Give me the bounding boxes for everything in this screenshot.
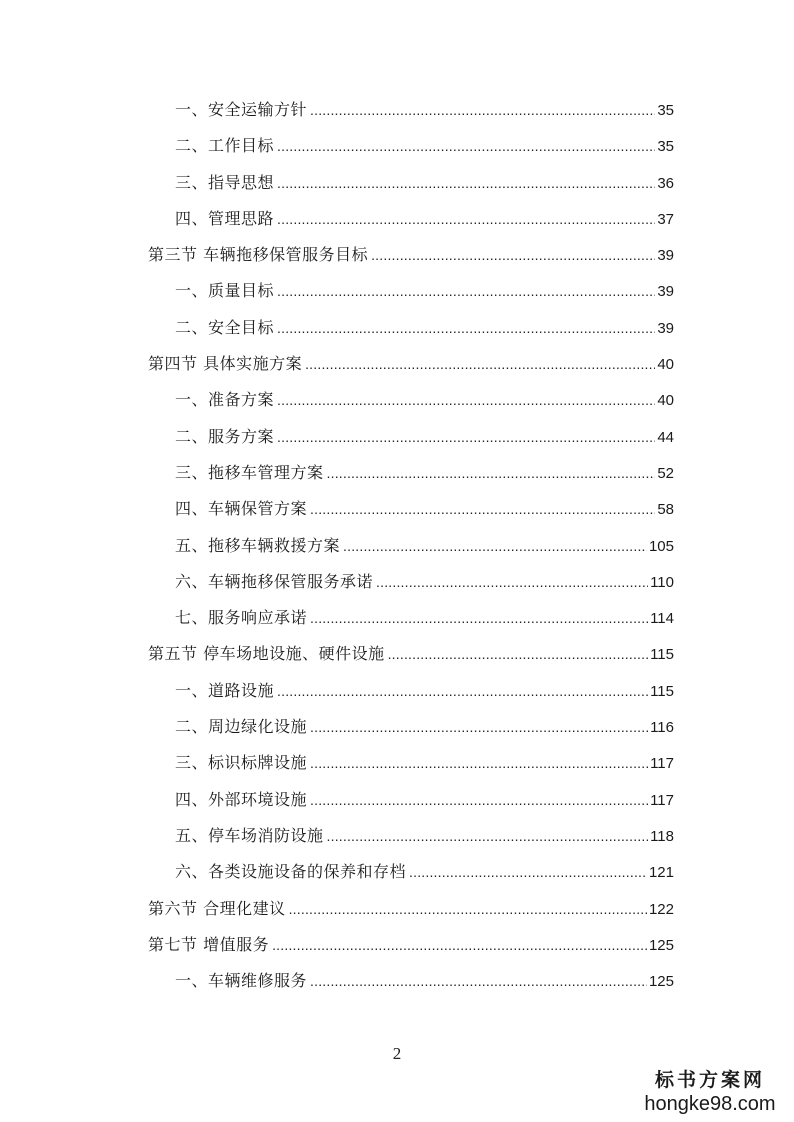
toc-dot-leader (310, 711, 648, 743)
toc-entry-title: 六、车辆拖移保管服务承诺 (175, 571, 374, 591)
toc-subsection-entry[interactable] (148, 130, 674, 166)
toc-entry-title: 二、服务方案 (175, 426, 275, 446)
table-of-contents (148, 94, 674, 1001)
toc-section-entry[interactable] (148, 638, 674, 674)
toc-dot-leader (310, 602, 648, 634)
toc-section-entry[interactable] (148, 239, 674, 275)
toc-entry-page-number: 110 (650, 573, 674, 591)
toc-dot-leader (327, 457, 656, 489)
toc-entry-title: 七、服务响应承诺 (175, 608, 308, 628)
toc-subsection-entry[interactable] (148, 856, 674, 892)
toc-dot-leader (277, 130, 655, 162)
toc-entry-page-number: 35 (657, 102, 674, 119)
toc-entry-page-number: 39 (657, 319, 674, 337)
toc-entry-page-number: 35 (657, 138, 674, 156)
toc-dot-leader (272, 929, 647, 961)
toc-entry-title: 第五节 停车场地设施、硬件设施 (148, 644, 385, 664)
toc-subsection-entry[interactable] (148, 167, 674, 203)
toc-entry-title: 第七节 增值服务 (148, 934, 270, 954)
toc-entry-title: 一、道路设施 (175, 680, 275, 700)
watermark-site-name: 标书方案网 (654, 1069, 765, 1091)
page-number: 2 (392, 1044, 402, 1063)
toc-entry-page-number: 118 (650, 827, 674, 845)
toc-entry-page-number: 122 (648, 900, 674, 918)
toc-entry-title: 二、工作目标 (175, 136, 275, 156)
toc-entry-page-number: 105 (648, 537, 674, 555)
toc-entry-page-number: 125 (648, 973, 674, 991)
toc-subsection-entry[interactable] (148, 784, 674, 820)
toc-entry-page-number: 44 (657, 428, 674, 446)
toc-subsection-entry[interactable] (148, 203, 674, 239)
toc-entry-title: 一、安全运输方针 (175, 100, 308, 119)
toc-entry-title: 第三节 车辆拖移保管服务目标 (148, 245, 369, 265)
toc-subsection-entry[interactable] (148, 602, 674, 638)
toc-subsection-entry[interactable] (148, 711, 674, 747)
toc-entry-page-number: 125 (648, 936, 674, 954)
toc-dot-leader (289, 893, 647, 925)
toc-entry-page-number: 117 (650, 755, 674, 773)
toc-section-entry[interactable] (148, 893, 674, 929)
toc-entry-title: 三、标识标牌设施 (175, 753, 308, 773)
watermark (640, 1068, 780, 1116)
toc-dot-leader (310, 94, 655, 126)
toc-entry-page-number: 37 (657, 210, 674, 228)
toc-entry-title: 一、质量目标 (175, 281, 275, 301)
toc-subsection-entry[interactable] (148, 312, 674, 348)
toc-subsection-entry[interactable] (148, 675, 674, 711)
toc-dot-leader (277, 384, 655, 416)
toc-dot-leader (327, 820, 649, 852)
toc-entry-page-number: 115 (650, 646, 674, 664)
toc-entry-page-number: 52 (657, 464, 674, 482)
toc-subsection-entry[interactable] (148, 747, 674, 783)
toc-subsection-entry[interactable] (148, 493, 674, 529)
toc-dot-leader (343, 530, 647, 562)
toc-entry-title: 第六节 合理化建议 (148, 898, 286, 918)
toc-subsection-entry[interactable] (148, 530, 674, 566)
toc-entry-page-number: 39 (657, 247, 674, 265)
toc-dot-leader (277, 203, 655, 235)
toc-subsection-entry[interactable] (148, 457, 674, 493)
toc-dot-leader (310, 493, 655, 525)
toc-subsection-entry[interactable] (148, 275, 674, 311)
toc-entry-title: 四、管理思路 (175, 208, 275, 228)
toc-section-entry[interactable] (148, 348, 674, 384)
toc-dot-leader (310, 965, 647, 997)
toc-section-entry[interactable] (148, 929, 674, 965)
toc-subsection-entry[interactable] (148, 965, 674, 1001)
toc-dot-leader (376, 566, 648, 598)
toc-dot-leader (277, 167, 655, 199)
toc-entry-title: 五、拖移车辆救援方案 (175, 535, 341, 555)
toc-dot-leader (277, 421, 655, 453)
toc-entry-title: 三、指导思想 (175, 172, 275, 192)
toc-subsection-entry[interactable] (148, 421, 674, 457)
toc-entry-page-number: 114 (650, 610, 674, 628)
toc-dot-leader (277, 675, 648, 707)
toc-entry-title: 一、准备方案 (175, 390, 275, 410)
toc-entry-page-number: 40 (657, 392, 674, 410)
toc-entry-title: 四、车辆保管方案 (175, 499, 308, 519)
toc-entry-page-number: 116 (650, 719, 674, 737)
toc-subsection-entry[interactable] (148, 384, 674, 420)
toc-dot-leader (277, 275, 655, 307)
toc-dot-leader (388, 638, 648, 670)
toc-entry-title: 三、拖移车管理方案 (175, 462, 324, 482)
toc-entry-page-number: 121 (648, 864, 674, 882)
toc-entry-page-number: 39 (657, 283, 674, 301)
toc-entry-title: 四、外部环境设施 (175, 789, 308, 809)
toc-entry-title: 一、车辆维修服务 (175, 971, 308, 991)
toc-dot-leader (277, 312, 655, 344)
toc-dot-leader (371, 239, 655, 271)
toc-entry-title: 第四节 具体实施方案 (148, 354, 303, 374)
watermark-url: hongke98.com (644, 1093, 776, 1115)
toc-entry-title: 二、安全目标 (175, 317, 275, 337)
toc-entry-page-number: 36 (657, 174, 674, 192)
toc-entry-title: 二、周边绿化设施 (175, 717, 308, 737)
toc-subsection-entry[interactable] (148, 94, 674, 130)
toc-entry-page-number: 115 (650, 682, 674, 700)
toc-subsection-entry[interactable] (148, 566, 674, 602)
toc-entry-title: 五、停车场消防设施 (175, 825, 324, 845)
toc-subsection-entry[interactable] (148, 820, 674, 856)
toc-entry-page-number: 40 (657, 356, 674, 374)
toc-entry-page-number: 117 (650, 791, 674, 809)
toc-entry-page-number: 58 (657, 501, 674, 519)
toc-entry-title: 六、各类设施设备的保养和存档 (175, 862, 407, 882)
toc-dot-leader (310, 747, 648, 779)
toc-dot-leader (310, 784, 648, 816)
toc-dot-leader (305, 348, 655, 380)
toc-dot-leader (409, 856, 647, 888)
